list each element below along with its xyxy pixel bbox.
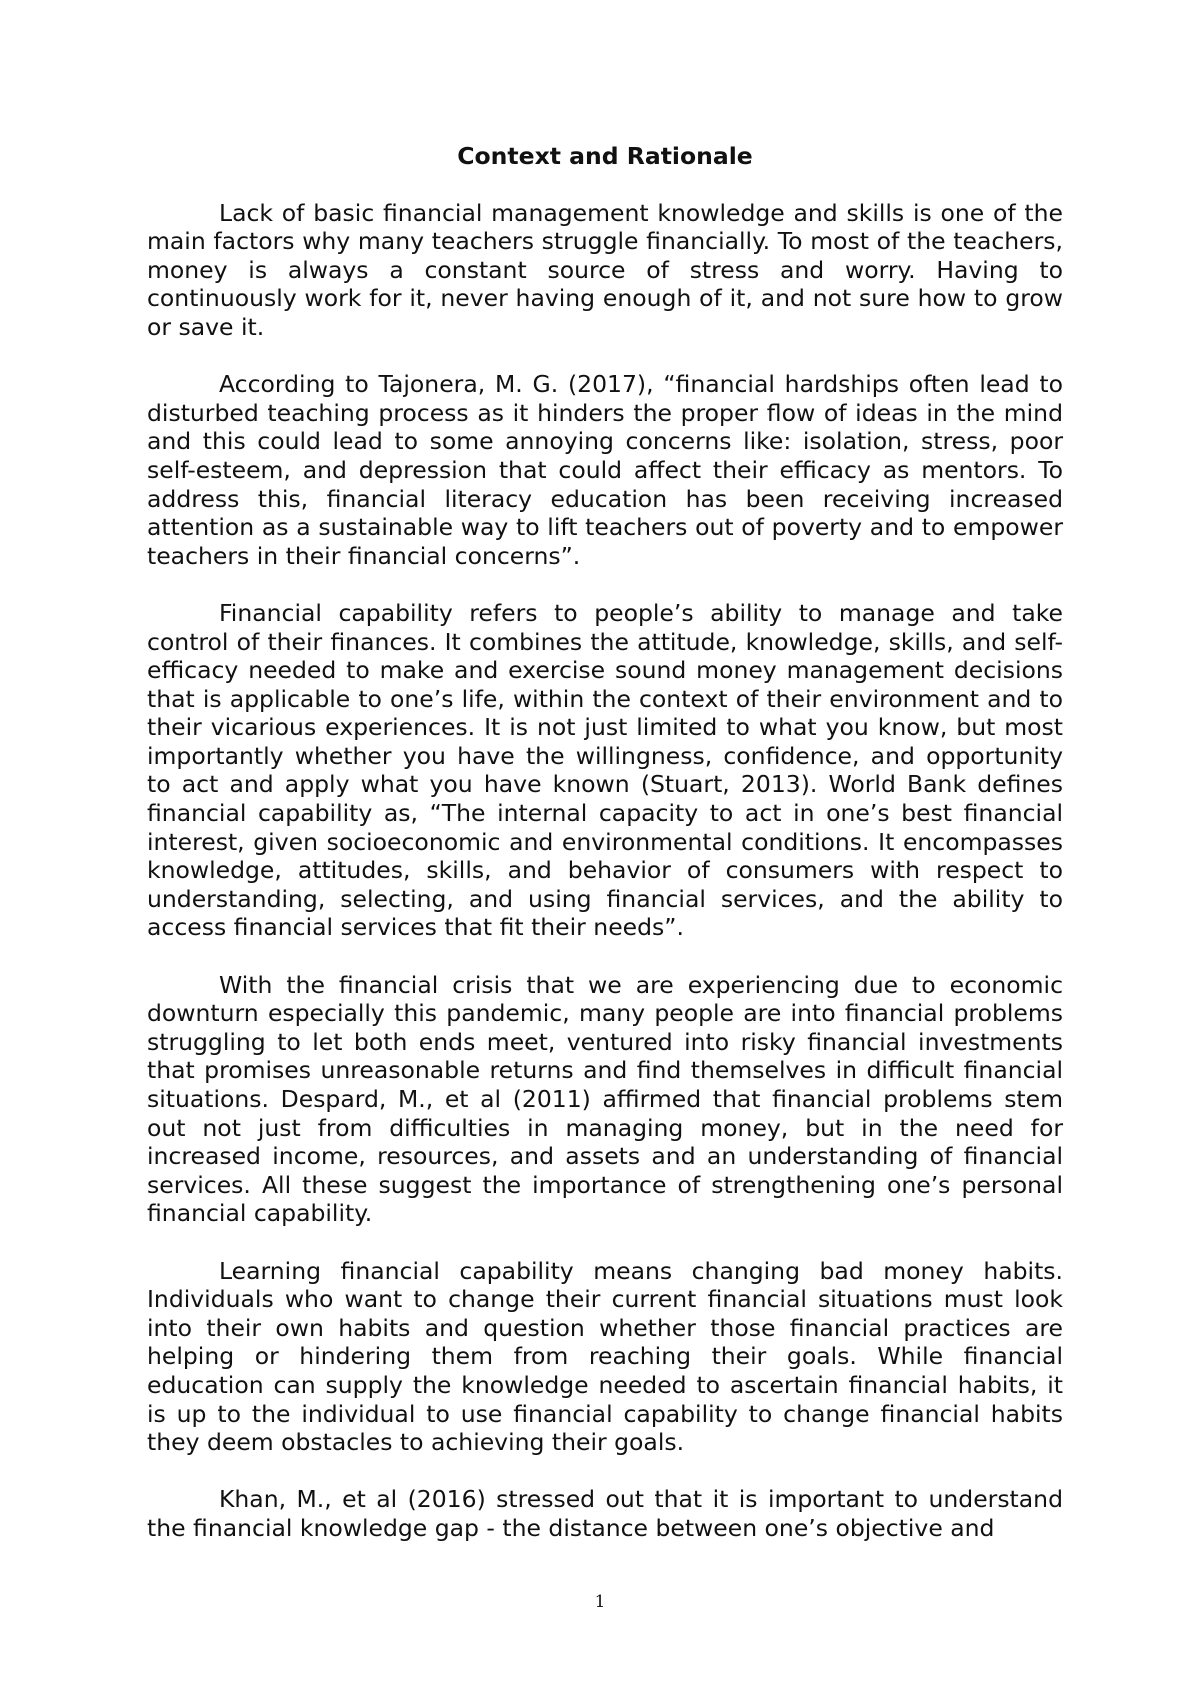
paragraph-4: With the financial crisis that we are experiencing due to economic downturn especially this pandemic, many people are into financial problems struggling to let both ends meet, ventured into risky financial investments that promises unreasonable returns and find themselves in difficult financial situations. Despard, M., et al (2011) affirmed that financial problems stem out not just from difficulties in managing money, but in the need for increased income, resources, and assets and an understanding of financial services. All these suggest the importance of strengthening one’s personal financial capability. [147, 970, 1063, 1228]
paragraph-3: Financial capability refers to people’s ability to manage and take control of their finances. It combines the attitude, knowledge, skills, and self-efficacy needed to make and exercise sound money management decisions that is applicable to one’s life, within the context of their environment and to their vicarious experiences. It is not just limited to what you know, but most importantly whether you have the willingness, confidence, and opportunity to act and apply what you have known (Stuart, 2013). World Bank defines financial capability as, “The internal capacity to act in one’s best financial interest, given socioeconomic and environmental conditions. It encompasses knowledge, attitudes, skills, and behavior of consumers with respect to understanding, selecting, and using financial services, and the ability to access financial services that fit their needs”. [147, 598, 1063, 942]
paragraph-6: Khan, M., et al (2016) stressed out that it is important to understand the financial knowledge gap - the distance between one’s objective and [147, 1485, 1063, 1542]
document-body [147, 142, 1063, 1543]
paragraph-1: Lack of basic financial management knowledge and skills is one of the main factors why many teachers struggle financially. To most of the teachers, money is always a constant source of stress and worry. Having to continuously work for it, never having enough of it, and not sure how to grow or save it. [147, 198, 1063, 341]
page-number: 1 [594, 1592, 606, 1612]
paragraph-5: Learning financial capability means changing bad money habits. Individuals who want to change their current financial situations must look into their own habits and question whether those financial practices are helping or hindering them from reaching their goals. While financial education can supply the knowledge needed to ascertain financial habits, it is up to the individual to use financial capability to change financial habits they deem obstacles to achieving their goals. [147, 1256, 1063, 1457]
section-title: Context and Rationale [457, 142, 753, 170]
paragraph-2: According to Tajonera, M. G. (2017), “financial hardships often lead to disturbed teaching process as it hinders the proper flow of ideas in the mind and this could lead to some annoying concerns like: isolation, stress, poor self-esteem, and depression that could affect their efficacy as mentors. To address this, financial literacy education has been receiving increased attention as a sustainable way to lift teachers out of poverty and to empower teachers in their financial concerns”. [147, 370, 1063, 570]
